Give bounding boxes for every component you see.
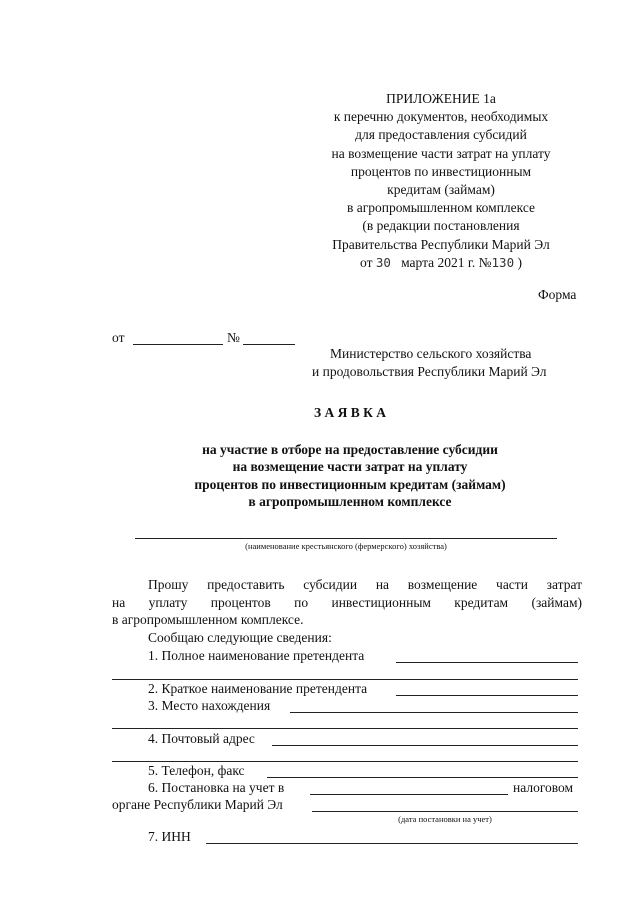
postal-address-field-cont[interactable] <box>112 761 578 762</box>
registration-line2: органе Республики Марий Эл <box>112 797 283 812</box>
addressee-line2: и продовольствия Республики Марий Эл <box>312 364 547 379</box>
registration-date-field[interactable] <box>312 811 578 812</box>
full-name-label: 1. Полное наименование претендента <box>148 648 365 663</box>
appendix-line: процентов по инвестиционным <box>350 163 532 179</box>
location-field[interactable] <box>290 712 578 713</box>
subtitle-line: на возмещение части затрат на уплату <box>232 459 468 474</box>
location-field-cont[interactable] <box>112 728 578 729</box>
page-title: З А Я В К А <box>313 405 387 420</box>
number-label: № <box>227 330 240 345</box>
addressee-line1: Министерство сельского хозяйства <box>330 346 532 361</box>
appendix-line: для предоставления субсидий <box>355 127 527 143</box>
registration-caption: (дата постановки на учет) <box>398 814 492 824</box>
short-name-label: 2. Краткое наименование претендента <box>148 681 368 696</box>
appendix-line: ПРИЛОЖЕНИЕ 1а <box>386 91 496 106</box>
date-rest: марта 2021 г. № <box>401 254 492 270</box>
request-line: в агропромышленном комплексе. <box>112 612 304 627</box>
postal-address-label: 4. Почтовый адрес <box>148 731 255 746</box>
short-name-field[interactable] <box>396 695 578 696</box>
appendix-line: к перечню документов, необходимых <box>333 109 549 125</box>
phone-fax-field[interactable] <box>267 777 578 778</box>
appendix-line: в агропромышленном комплексе <box>346 200 536 216</box>
farm-name-field[interactable] <box>135 538 557 539</box>
subtitle-line: в агропромышленном комплексе <box>248 494 452 509</box>
farm-name-caption: (наименование крестьянского (фермерского) хозяйства) <box>245 541 447 551</box>
form-label: Форма <box>538 287 577 302</box>
request-line: на уплату процентов по инвестиционным кредитам (займам) <box>112 595 582 610</box>
appendix-line: (в редакции постановления <box>362 218 520 234</box>
appendix-line: кредитам (займам) <box>387 182 495 198</box>
appendix-line: на возмещение части затрат на уплату <box>331 145 551 161</box>
doc-number: 130 <box>491 254 515 270</box>
location-label: 3. Место нахождения <box>148 698 271 713</box>
phone-fax-label: 5. Телефон, факс <box>148 763 245 778</box>
registration-suffix: налоговом <box>513 780 574 795</box>
appendix-line: Правительства Республики Марий Эл <box>332 236 550 252</box>
number-field[interactable] <box>243 344 295 345</box>
full-name-field[interactable] <box>396 662 578 663</box>
appendix-date-line <box>300 254 582 272</box>
full-name-field-cont[interactable] <box>112 679 578 680</box>
inn-label: 7. ИНН <box>148 829 191 844</box>
registration-field[interactable] <box>310 794 508 795</box>
report-intro: Сообщаю следующие сведения: <box>148 630 332 645</box>
postal-address-field[interactable] <box>272 745 578 746</box>
date-close: ) <box>517 254 522 270</box>
from-label: от <box>112 330 125 345</box>
inn-field[interactable] <box>206 843 578 844</box>
registration-label: 6. Постановка на учет в <box>148 780 285 795</box>
appendix-block <box>300 90 582 272</box>
request-line: Прошу предоставить субсидии на возмещение части затрат <box>148 577 582 592</box>
subtitle-line: на участие в отборе на предоставление субсидии <box>202 442 498 457</box>
subtitle-line: процентов по инвестиционным кредитам (займам) <box>194 477 506 492</box>
date-prefix: от <box>360 254 373 270</box>
date-day: 30 <box>375 254 391 270</box>
from-date-field[interactable] <box>133 344 223 345</box>
